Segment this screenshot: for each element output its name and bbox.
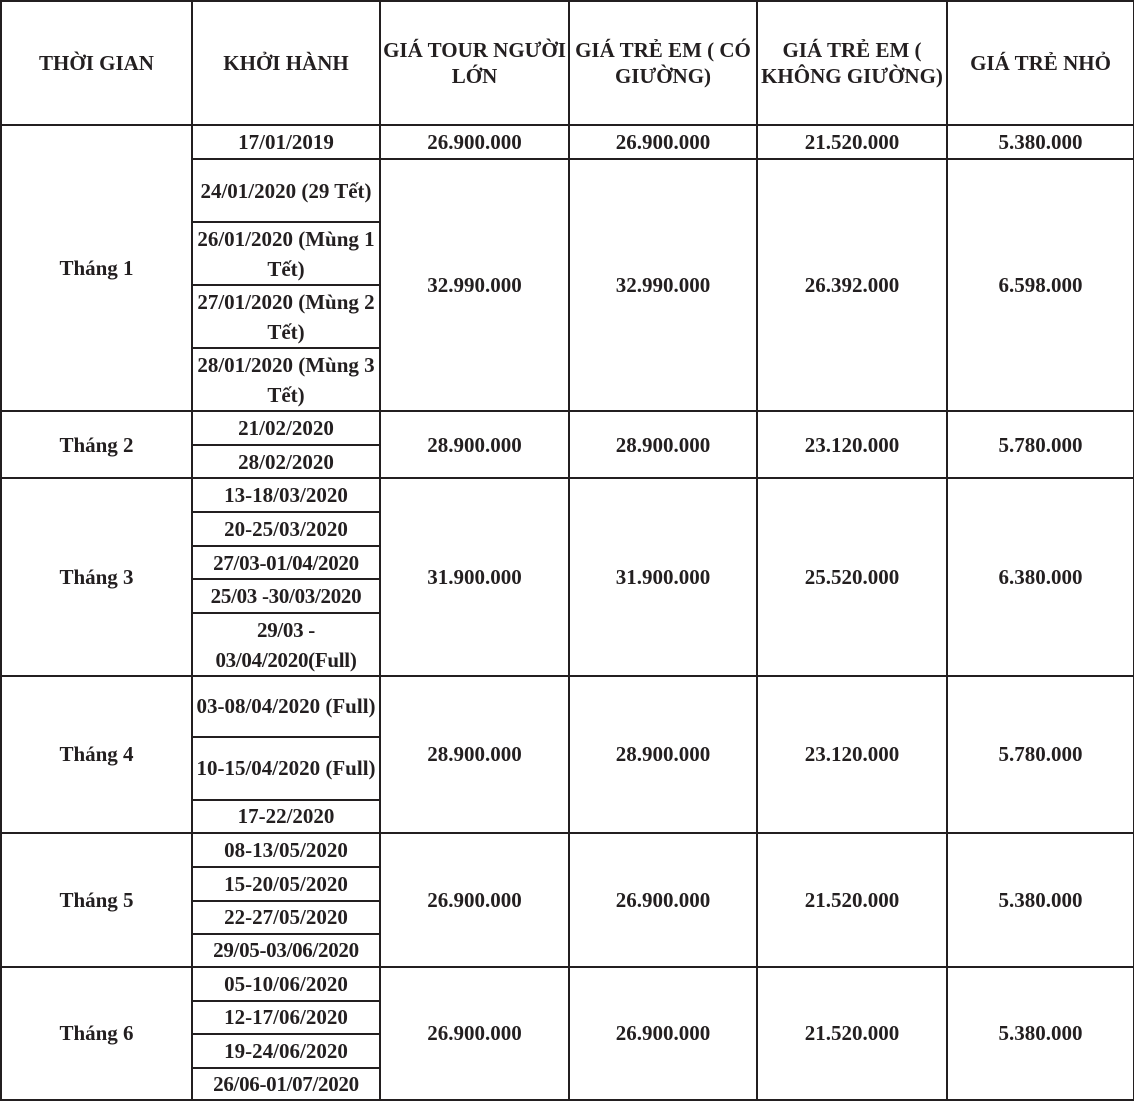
- departure-date: 27/01/2020 (Mùng 2 Tết): [192, 285, 380, 348]
- departure-date: 05-10/06/2020: [192, 967, 380, 1001]
- table-row: [1, 411, 1134, 445]
- departure-date: 12-17/06/2020: [192, 1001, 380, 1034]
- table-row: [1, 833, 1134, 867]
- price-child-bed: 26.900.000: [569, 833, 757, 967]
- month-cell: Tháng 2: [1, 411, 192, 478]
- departure-date: 26/06-01/07/2020: [192, 1068, 380, 1100]
- departure-date: 26/01/2020 (Mùng 1 Tết): [192, 222, 380, 285]
- header-thoi-gian: THỜI GIAN: [1, 1, 192, 125]
- header-gia-tre-nho: GIÁ TRẺ NHỎ: [947, 1, 1134, 125]
- header-gia-tre-em-co-giuong: GIÁ TRẺ EM ( CÓ GIƯỜNG): [569, 1, 757, 125]
- departure-date: 29/03 - 03/04/2020(Full): [192, 613, 380, 675]
- month-cell: Tháng 3: [1, 478, 192, 675]
- price-child-bed: 28.900.000: [569, 676, 757, 833]
- departure-date: 25/03 -30/03/2020: [192, 579, 380, 613]
- header-gia-nguoi-lon: GIÁ TOUR NGƯỜI LỚN: [380, 1, 569, 125]
- price-adult: 26.900.000: [380, 125, 569, 159]
- table-row: [1, 676, 1134, 737]
- month-cell: Tháng 1: [1, 125, 192, 411]
- departure-date: 03-08/04/2020 (Full): [192, 676, 380, 737]
- departure-date: 27/03-01/04/2020: [192, 546, 380, 579]
- price-child-no-bed: 25.520.000: [757, 478, 947, 675]
- header-row: [1, 1, 1134, 125]
- price-adult: 28.900.000: [380, 676, 569, 833]
- price-adult: 32.990.000: [380, 159, 569, 411]
- price-child-no-bed: 23.120.000: [757, 411, 947, 478]
- departure-date: 15-20/05/2020: [192, 867, 380, 901]
- departure-date: 28/02/2020: [192, 445, 380, 478]
- month-cell: Tháng 4: [1, 676, 192, 833]
- price-adult: 26.900.000: [380, 967, 569, 1100]
- departure-date: 19-24/06/2020: [192, 1034, 380, 1068]
- price-infant: 5.380.000: [947, 833, 1134, 967]
- table-row: [1, 125, 1134, 159]
- departure-date: 10-15/04/2020 (Full): [192, 737, 380, 800]
- price-child-no-bed: 21.520.000: [757, 967, 947, 1100]
- table-row: [1, 478, 1134, 512]
- price-child-bed: 31.900.000: [569, 478, 757, 675]
- price-child-bed: 32.990.000: [569, 159, 757, 411]
- price-adult: 26.900.000: [380, 833, 569, 967]
- price-infant: 6.380.000: [947, 478, 1134, 675]
- departure-date: 13-18/03/2020: [192, 478, 380, 512]
- price-infant: 6.598.000: [947, 159, 1134, 411]
- departure-date: 17/01/2019: [192, 125, 380, 159]
- month-cell: Tháng 5: [1, 833, 192, 967]
- price-adult: 28.900.000: [380, 411, 569, 478]
- departure-date: 24/01/2020 (29 Tết): [192, 159, 380, 222]
- table-row: [1, 967, 1134, 1001]
- price-infant: 5.380.000: [947, 967, 1134, 1100]
- departure-date: 17-22/2020: [192, 800, 380, 833]
- price-infant: 5.380.000: [947, 125, 1134, 159]
- price-child-bed: 26.900.000: [569, 967, 757, 1100]
- departure-date: 08-13/05/2020: [192, 833, 380, 867]
- price-child-no-bed: 21.520.000: [757, 125, 947, 159]
- price-child-bed: 28.900.000: [569, 411, 757, 478]
- price-adult: 31.900.000: [380, 478, 569, 675]
- price-child-no-bed: 21.520.000: [757, 833, 947, 967]
- header-khoi-hanh: KHỞI HÀNH: [192, 1, 380, 125]
- departure-date: 21/02/2020: [192, 411, 380, 445]
- price-infant: 5.780.000: [947, 676, 1134, 833]
- departure-date: 20-25/03/2020: [192, 512, 380, 546]
- month-cell: Tháng 6: [1, 967, 192, 1100]
- price-child-bed: 26.900.000: [569, 125, 757, 159]
- price-child-no-bed: 23.120.000: [757, 676, 947, 833]
- header-gia-tre-em-khong-giuong: GIÁ TRẺ EM ( KHÔNG GIƯỜNG): [757, 1, 947, 125]
- price-child-no-bed: 26.392.000: [757, 159, 947, 411]
- departure-date: 29/05-03/06/2020: [192, 934, 380, 967]
- departure-date: 22-27/05/2020: [192, 901, 380, 934]
- price-infant: 5.780.000: [947, 411, 1134, 478]
- departure-date: 28/01/2020 (Mùng 3 Tết): [192, 348, 380, 411]
